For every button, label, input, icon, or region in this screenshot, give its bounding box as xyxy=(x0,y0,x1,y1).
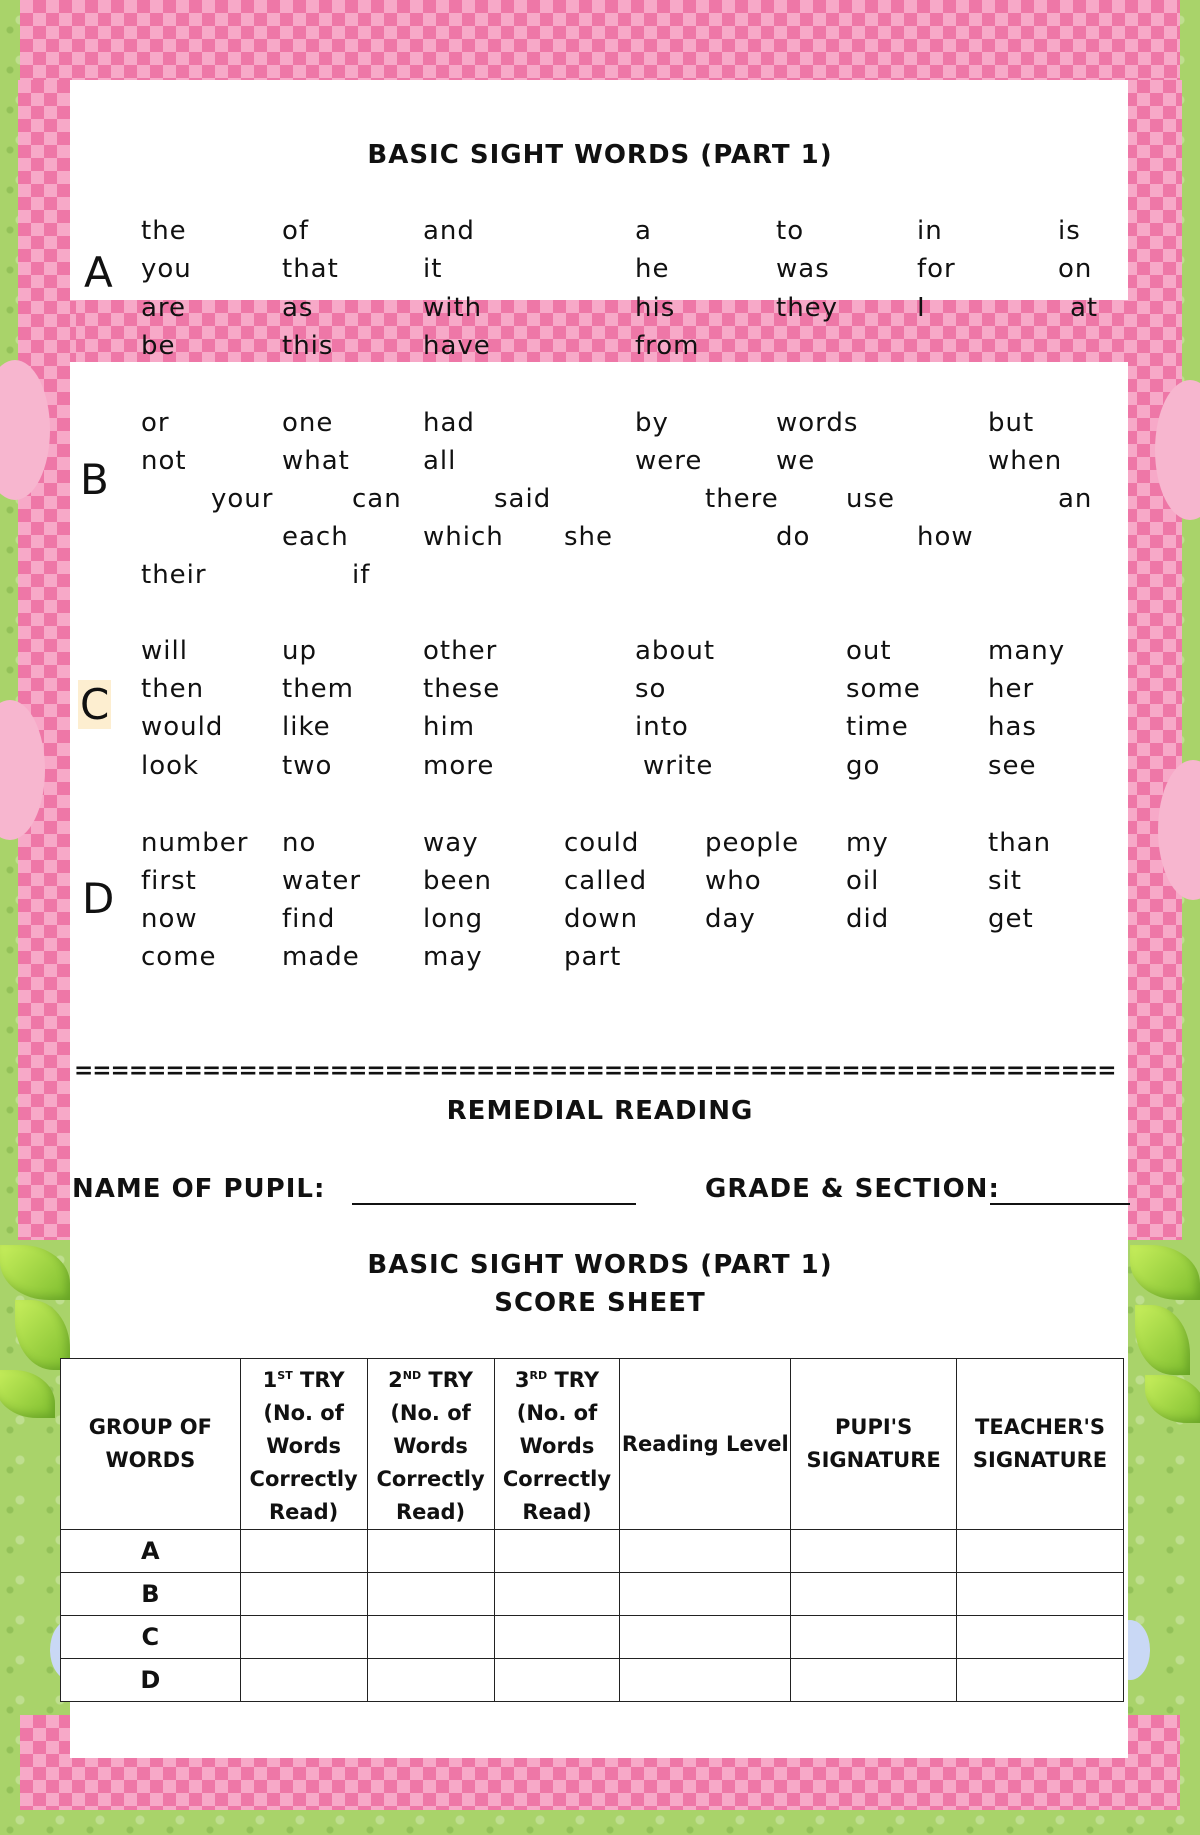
word: words xyxy=(776,408,859,438)
word: but xyxy=(988,408,1035,438)
word: come xyxy=(141,942,217,972)
pink-border-band xyxy=(20,300,1180,362)
word: she xyxy=(564,522,614,552)
word: like xyxy=(282,712,331,742)
word: said xyxy=(494,484,552,514)
header-third-try-ord: 3 xyxy=(514,1368,530,1392)
third-try-cell[interactable] xyxy=(494,1659,620,1702)
word: people xyxy=(705,828,800,858)
word: water xyxy=(282,866,362,896)
header-third-try-sup: RD xyxy=(529,1369,548,1382)
word: it xyxy=(423,254,443,284)
word: could xyxy=(564,828,640,858)
header-first-try-ord: 1 xyxy=(262,1368,278,1392)
word: him xyxy=(423,712,476,742)
table-header-row xyxy=(61,1359,1124,1530)
word: if xyxy=(352,560,371,590)
word: first xyxy=(141,866,197,896)
word: go xyxy=(846,751,881,781)
third-try-cell[interactable] xyxy=(494,1616,620,1659)
reading-level-cell[interactable] xyxy=(620,1659,791,1702)
first-try-cell[interactable] xyxy=(240,1616,367,1659)
word: long xyxy=(423,904,484,934)
second-try-cell[interactable] xyxy=(367,1530,494,1573)
teacher-signature-cell[interactable] xyxy=(957,1616,1124,1659)
word: at xyxy=(1070,293,1099,323)
word: their xyxy=(141,560,207,590)
header-third-try xyxy=(494,1359,620,1530)
word: they xyxy=(776,293,839,323)
word: I xyxy=(917,293,926,323)
word: so xyxy=(635,674,667,704)
score-subtitle: SCORE SHEET xyxy=(494,1288,706,1318)
word: not xyxy=(141,446,187,476)
row-group-label: B xyxy=(61,1573,241,1616)
word: as xyxy=(282,293,314,323)
word: all xyxy=(423,446,457,476)
third-try-cell[interactable] xyxy=(494,1573,620,1616)
word: had xyxy=(423,408,475,438)
teacher-signature-cell[interactable] xyxy=(957,1659,1124,1702)
word: been xyxy=(423,866,492,896)
word: part xyxy=(564,942,622,972)
word: in xyxy=(917,216,943,246)
word: each xyxy=(282,522,349,552)
word: is xyxy=(1058,216,1081,246)
second-try-cell[interactable] xyxy=(367,1573,494,1616)
word: down xyxy=(564,904,639,934)
word: than xyxy=(988,828,1052,858)
word: for xyxy=(917,254,956,284)
pink-border-left xyxy=(18,80,76,1240)
word: that xyxy=(282,254,339,284)
pupil-signature-cell[interactable] xyxy=(791,1659,957,1702)
word: write xyxy=(643,751,714,781)
pink-border-right xyxy=(1124,80,1182,1240)
word: what xyxy=(282,446,350,476)
word: into xyxy=(635,712,689,742)
grade-label: GRADE & SECTION: xyxy=(705,1174,1000,1204)
word: her xyxy=(988,674,1035,704)
word: who xyxy=(705,866,762,896)
word: will xyxy=(141,636,188,666)
word: called xyxy=(564,866,648,896)
table-row xyxy=(61,1659,1124,1702)
header-reading-level: Reading Level xyxy=(620,1359,791,1530)
word: sit xyxy=(988,866,1022,896)
word: from xyxy=(635,331,700,361)
word: this xyxy=(282,331,334,361)
word: way xyxy=(423,828,479,858)
word: or xyxy=(141,408,170,438)
word: we xyxy=(776,446,816,476)
score-title: BASIC SIGHT WORDS (PART 1) xyxy=(367,1250,833,1280)
word: number xyxy=(141,828,249,858)
word: made xyxy=(282,942,360,972)
leaf-left-3 xyxy=(0,1370,55,1418)
word: look xyxy=(141,751,200,781)
word: these xyxy=(423,674,501,704)
word: your xyxy=(211,484,274,514)
second-try-cell[interactable] xyxy=(367,1616,494,1659)
name-field[interactable] xyxy=(352,1203,636,1205)
third-try-cell[interactable] xyxy=(494,1530,620,1573)
header-pupil-signature: PUPI'S SIGNATURE xyxy=(791,1359,957,1530)
word: my xyxy=(846,828,889,858)
word: some xyxy=(846,674,921,704)
reading-level-cell[interactable] xyxy=(620,1530,791,1573)
word: them xyxy=(282,674,354,704)
header-first-try xyxy=(240,1359,367,1530)
group-label-d: D xyxy=(82,874,115,923)
remedial-title: REMEDIAL READING xyxy=(446,1096,754,1126)
word: no xyxy=(282,828,317,858)
word: an xyxy=(1058,484,1093,514)
pupil-signature-cell[interactable] xyxy=(791,1616,957,1659)
word: of xyxy=(282,216,310,246)
header-second-try-ord: 2 xyxy=(388,1368,403,1392)
word: have xyxy=(423,331,491,361)
word: more xyxy=(423,751,495,781)
word: to xyxy=(776,216,805,246)
word: about xyxy=(635,636,716,666)
word: out xyxy=(846,636,892,666)
word: were xyxy=(635,446,703,476)
row-group-label: C xyxy=(61,1616,241,1659)
word: up xyxy=(282,636,317,666)
header-first-try-sup: ST xyxy=(277,1369,293,1382)
group-label-c: C xyxy=(80,680,110,729)
group-label-a: A xyxy=(84,248,113,297)
word: did xyxy=(846,904,890,934)
word: can xyxy=(352,484,402,514)
word: a xyxy=(635,216,652,246)
score-table xyxy=(60,1358,1124,1702)
divider-line: ========================================================= xyxy=(74,1058,1116,1084)
first-try-cell[interactable] xyxy=(240,1659,367,1702)
header-second-try xyxy=(367,1359,494,1530)
second-try-cell[interactable] xyxy=(367,1659,494,1702)
header-third-try-text: TRY (No. of Words Correctly Read) xyxy=(502,1368,612,1524)
word: when xyxy=(988,446,1063,476)
row-group-label: A xyxy=(61,1530,241,1573)
paper-top xyxy=(70,80,1128,300)
first-try-cell[interactable] xyxy=(240,1573,367,1616)
teacher-signature-cell[interactable] xyxy=(957,1573,1124,1616)
row-group-label: D xyxy=(61,1659,241,1702)
word: day xyxy=(705,904,756,934)
page-title: BASIC SIGHT WORDS (PART 1) xyxy=(367,140,833,170)
word: his xyxy=(635,293,676,323)
word: use xyxy=(846,484,896,514)
first-try-cell[interactable] xyxy=(240,1530,367,1573)
word: find xyxy=(282,904,336,934)
header-second-try-sup: ND xyxy=(402,1369,422,1382)
header-group-of-words: GROUP OF WORDS xyxy=(61,1359,241,1530)
word: with xyxy=(423,293,483,323)
leaf-right-3 xyxy=(1145,1375,1200,1423)
pupil-signature-cell[interactable] xyxy=(791,1530,957,1573)
word: are xyxy=(141,293,187,323)
word: be xyxy=(141,331,176,361)
word: you xyxy=(141,254,192,284)
word: by xyxy=(635,408,669,438)
word: there xyxy=(705,484,779,514)
word: get xyxy=(988,904,1034,934)
word: how xyxy=(917,522,974,552)
word: two xyxy=(282,751,333,781)
word: which xyxy=(423,522,504,552)
table-row xyxy=(61,1573,1124,1616)
group-label-b: B xyxy=(80,455,109,504)
word: oil xyxy=(846,866,880,896)
word: has xyxy=(988,712,1037,742)
name-label: NAME OF PUPIL: xyxy=(72,1174,326,1204)
word: and xyxy=(423,216,475,246)
grade-field[interactable] xyxy=(990,1203,1130,1205)
teacher-signature-cell[interactable] xyxy=(957,1530,1124,1573)
reading-level-cell[interactable] xyxy=(620,1616,791,1659)
word: one xyxy=(282,408,334,438)
reading-level-cell[interactable] xyxy=(620,1573,791,1616)
word: would xyxy=(141,712,224,742)
word: on xyxy=(1058,254,1093,284)
word: now xyxy=(141,904,198,934)
word: then xyxy=(141,674,205,704)
table-row xyxy=(61,1616,1124,1659)
word: the xyxy=(141,216,187,246)
header-teacher-signature: TEACHER'S SIGNATURE xyxy=(957,1359,1124,1530)
word: do xyxy=(776,522,811,552)
word: he xyxy=(635,254,670,284)
word: may xyxy=(423,942,483,972)
table-row xyxy=(61,1530,1124,1573)
pupil-signature-cell[interactable] xyxy=(791,1573,957,1616)
word: see xyxy=(988,751,1037,781)
word: other xyxy=(423,636,498,666)
word: was xyxy=(776,254,830,284)
word: many xyxy=(988,636,1066,666)
word: time xyxy=(846,712,909,742)
header-first-try-text: TRY (No. of Words Correctly Read) xyxy=(249,1368,358,1524)
header-second-try-text: TRY (No. of Words Correctly Read) xyxy=(376,1368,485,1524)
